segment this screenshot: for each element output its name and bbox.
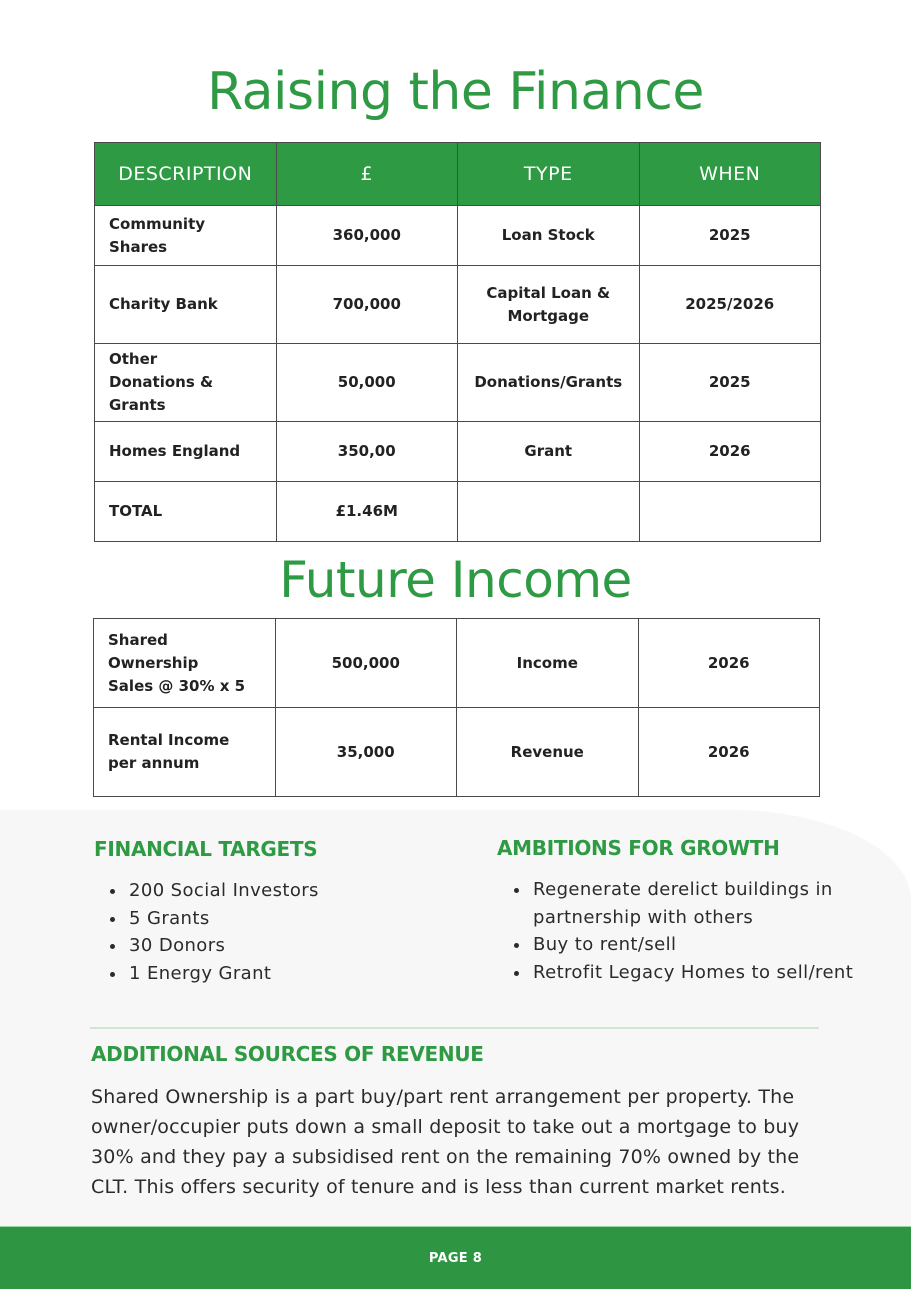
table-row	[95, 422, 821, 482]
cell-amount: 500,000	[275, 619, 457, 708]
financial-targets-heading: FINANCIAL TARGETS	[94, 837, 318, 861]
page-number: PAGE 8	[428, 1250, 483, 1266]
ambitions-list	[495, 876, 861, 986]
cell-type-line: Mortgage	[507, 306, 590, 325]
cell-type	[457, 708, 639, 797]
cell-when: 2025	[639, 344, 821, 422]
cell-type	[458, 482, 640, 542]
cell-description-line: Donations & Grants	[109, 373, 214, 414]
header-description: DESCRIPTION	[95, 143, 277, 206]
ambitions-heading: AMBITIONS FOR GROWTH	[497, 836, 780, 860]
cell-description-line: per annum	[108, 754, 200, 772]
cell-description-line: Rental Income	[108, 731, 230, 749]
cell-amount: 360,000	[276, 206, 458, 266]
cell-type-line: Loan Stock	[501, 226, 595, 244]
cell-when: 2025	[639, 206, 821, 266]
cell-description-line: Other	[109, 350, 158, 368]
cell-type	[458, 266, 640, 344]
cell-type-line: Grant	[524, 442, 573, 460]
cell-description-line: Homes England	[109, 442, 241, 460]
list-item: • Regenerate derelict buildings in partnership with others	[531, 876, 861, 931]
table-header-row	[95, 143, 821, 206]
section-divider	[90, 1027, 819, 1029]
future-income-table	[93, 618, 820, 797]
cell-type	[458, 422, 640, 482]
cell-description	[95, 482, 277, 542]
cell-type-line: Capital Loan &	[486, 283, 611, 302]
list-item: • 1 Energy Grant	[127, 960, 487, 988]
cell-when	[639, 482, 821, 542]
cell-description-line: Sales @ 30% x 5	[108, 676, 246, 695]
additional-revenue-heading: ADDITIONAL SOURCES OF REVENUE	[91, 1042, 484, 1066]
cell-when: 2026	[639, 422, 821, 482]
raising-finance-title: Raising the Finance	[207, 62, 704, 122]
page-footer	[0, 1226, 911, 1289]
cell-type-line: Revenue	[510, 742, 584, 761]
cell-amount: 50,000	[276, 344, 458, 422]
cell-amount: 700,000	[276, 266, 458, 344]
list-item: • 5 Grants	[127, 905, 487, 933]
table-row	[95, 482, 821, 542]
raising-finance-table	[94, 142, 821, 542]
list-item: • 200 Social Investors	[127, 877, 487, 905]
header-when: WHEN	[639, 143, 821, 206]
cell-description	[95, 422, 277, 482]
cell-when: 2026	[638, 708, 820, 797]
cell-description	[94, 619, 276, 708]
cell-description	[95, 206, 277, 266]
cell-amount: £1.46M	[276, 482, 458, 542]
header-amount: £	[276, 143, 458, 206]
cell-description	[95, 344, 277, 422]
table-row	[94, 619, 820, 708]
list-item: • Buy to rent/sell	[531, 931, 861, 959]
cell-type	[458, 206, 640, 266]
table-row	[95, 344, 821, 422]
additional-revenue-body: Shared Ownership is a part buy/part rent arrangement per property. The owner/occupier puts down a small deposit to take out a mortgage to buy 30% and they pay a subsidised rent on the remaining 70% owned by the CLT. This offers security of tenure and is less than current market rents.	[91, 1086, 800, 1198]
cell-type-line: Donations/Grants	[474, 373, 623, 391]
financial-targets-list	[91, 877, 487, 987]
table-row	[94, 708, 820, 797]
cell-when: 2026	[638, 619, 820, 708]
table-row	[95, 206, 821, 266]
cell-description-line: TOTAL	[109, 502, 163, 520]
header-type: TYPE	[458, 143, 640, 206]
cell-amount: 350,00	[276, 422, 458, 482]
cell-when: 2025/2026	[639, 266, 821, 344]
cell-description-line: Charity Bank	[109, 295, 218, 313]
cell-description-line: Community Shares	[109, 214, 206, 256]
list-item: • 30 Donors	[127, 932, 487, 960]
cell-description	[94, 708, 276, 797]
cell-description-line: Shared Ownership	[108, 630, 199, 672]
cell-type-line: Income	[516, 653, 578, 672]
cell-amount: 35,000	[275, 708, 457, 797]
list-item: • Retrofit Legacy Homes to sell/rent	[531, 959, 861, 987]
cell-type	[458, 344, 640, 422]
table-row	[95, 266, 821, 344]
future-income-title: Future Income	[279, 551, 632, 609]
cell-type	[457, 619, 639, 708]
cell-description	[95, 266, 277, 344]
